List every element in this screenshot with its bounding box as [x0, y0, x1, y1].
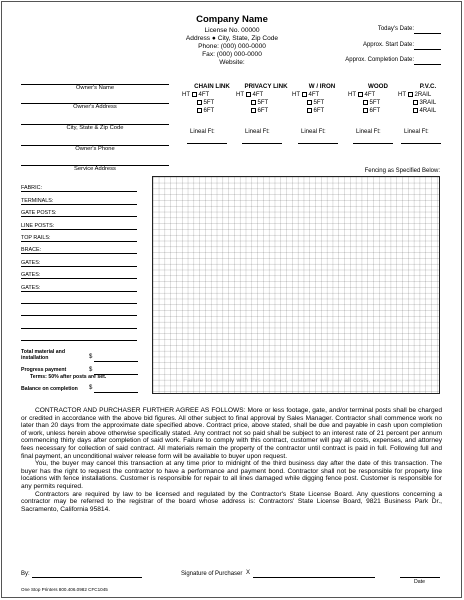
lineal-ft-field[interactable] [353, 143, 393, 144]
material-label: FABRIC: [21, 185, 42, 191]
fence-type-title: CHAIN LINK [194, 83, 230, 90]
by-signature-field[interactable] [32, 577, 142, 578]
material-field[interactable] [21, 253, 137, 254]
company-fax: Fax: (000) 000-0000 [202, 51, 262, 58]
start-date-label: Approx. Start Date: [362, 42, 414, 48]
company-phone: Phone: (000) 000-0000 [198, 43, 266, 50]
ht-label: HT [398, 92, 406, 98]
total-field[interactable] [94, 361, 138, 362]
purchaser-signature-label: Signature of Purchaser [181, 571, 243, 577]
checkbox[interactable] [251, 108, 256, 113]
checkbox[interactable] [302, 92, 307, 97]
service-address-label: Service Address [74, 166, 116, 172]
option-label: 4FT [308, 92, 320, 98]
city-state-zip-label: City, State & Zip Code [66, 125, 124, 131]
date-field[interactable] [400, 577, 440, 578]
fence-option[interactable] [182, 107, 242, 115]
option-label: 3RAIL [419, 100, 437, 106]
option-label: 4RAIL [419, 108, 437, 114]
todays-date-label: Today's Date: [377, 26, 414, 32]
fence-option[interactable] [236, 107, 296, 115]
material-label: GATES: [21, 272, 41, 278]
fence-option[interactable] [182, 91, 242, 99]
option-label: 2RAIL [414, 92, 432, 98]
completion-date-field[interactable] [414, 64, 441, 65]
lineal-ft-field[interactable] [298, 143, 338, 144]
total-label: Total material and installation [21, 349, 66, 361]
fence-type-w-iron [292, 83, 352, 115]
material-field[interactable] [21, 266, 137, 267]
dollar-sign: $ [89, 354, 93, 360]
lineal-ft-label: Lineal Ft: [190, 129, 215, 135]
by-label: By: [21, 571, 30, 577]
option-label: 4FT [252, 92, 264, 98]
progress-terms-note: Terms: 50% after posts are set. [30, 374, 107, 380]
option-label: 5FT [257, 100, 269, 106]
fence-type-chain-link [182, 83, 242, 115]
material-field[interactable] [21, 340, 137, 341]
completion-date-label: Approx. Completion Date: [345, 57, 414, 63]
material-field[interactable] [21, 328, 137, 329]
fence-type-title: WOOD [368, 83, 388, 90]
checkbox[interactable] [251, 100, 256, 105]
license-number: License No. 00000 [204, 27, 260, 34]
company-name: Company Name [196, 14, 268, 25]
checkbox[interactable] [413, 100, 418, 105]
ht-label: HT [236, 92, 244, 98]
contract-terms [21, 407, 442, 513]
option-label: 6FT [313, 108, 325, 114]
printer-credit: One Stop Printers 800.406.0982 CFC1045 [21, 587, 108, 592]
company-website: Website: [219, 59, 245, 66]
material-field[interactable] [21, 291, 137, 292]
lineal-ft-label: Lineal Ft: [404, 129, 429, 135]
material-field[interactable] [21, 216, 137, 217]
option-label: 6FT [203, 108, 215, 114]
checkbox[interactable] [197, 108, 202, 113]
material-label: GATES: [21, 285, 41, 291]
material-label: GATES: [21, 260, 41, 266]
option-label: 6FT [257, 108, 269, 114]
lineal-ft-label: Lineal Ft: [301, 129, 326, 135]
dollar-sign: $ [89, 385, 93, 391]
fence-drawing-grid[interactable] [152, 176, 440, 394]
material-field[interactable] [21, 303, 137, 304]
lineal-ft-label: Lineal Ft: [245, 129, 270, 135]
fence-option[interactable] [182, 99, 242, 107]
option-label: 6FT [369, 108, 381, 114]
lineal-ft-field[interactable] [401, 143, 441, 144]
checkbox[interactable] [413, 108, 418, 113]
material-field[interactable] [21, 191, 137, 192]
fence-option[interactable] [398, 107, 458, 115]
checkbox[interactable] [363, 100, 368, 105]
fence-option[interactable] [292, 91, 352, 99]
ht-label: HT [348, 92, 356, 98]
fence-type-title: W / IRON [308, 83, 336, 90]
checkbox[interactable] [307, 108, 312, 113]
material-label: GATE POSTS: [21, 210, 57, 216]
material-field[interactable] [21, 278, 137, 279]
fence-type-pvc [398, 83, 458, 115]
balance-field[interactable] [94, 392, 138, 393]
material-label: BRACE: [21, 247, 42, 253]
checkbox[interactable] [246, 92, 251, 97]
checkbox[interactable] [192, 92, 197, 97]
option-label: 4FT [364, 92, 376, 98]
option-label: 5FT [203, 100, 215, 106]
x-mark: X [246, 570, 251, 576]
fence-type-privacy-link [236, 83, 296, 115]
fence-option[interactable] [398, 99, 458, 107]
todays-date-field[interactable] [414, 33, 441, 34]
ht-label: HT [182, 92, 190, 98]
checkbox[interactable] [358, 92, 363, 97]
material-label: TERMINALS: [21, 198, 54, 204]
fencing-specified-label: Fencing as Specified Below: [364, 168, 440, 174]
material-field[interactable] [21, 241, 137, 242]
lineal-ft-field[interactable] [242, 143, 282, 144]
lineal-ft-label: Lineal Ft: [356, 129, 381, 135]
material-field[interactable] [21, 204, 137, 205]
terms-paragraph: CONTRACTOR AND PURCHASER FURTHER AGREE AS FOLLOWS: More or less footage, gate, and/or terminal posts shall be charged or credited in accordance with the above bid figures. All other subject to final approval by Sales Manager. Contractor shall commence work no later than 20 days from the approximate date specified above. Contract price, above stated, shall be due and payable in cash upon completion of work, unless herein above otherwise specifically stated. Any contract not so paid shall be subject to an interest rate of 21 percent per annum commencing thirty days after completion of said work. Failure to comply with this contract, customer will pay all costs, expenses, and attorney fees necessary for collection of said contract. All materials remain the property of the contractor until contract is paid in full. Following full and final payment, an unconditional waiver release form will be available to buyer upon request. [21, 407, 442, 460]
terms-paragraph: Contractors are required by law to be licensed and regulated by the Contractor's State License Board. Any questions concerning a contractor may be referred to the registrar of the board whose address is: Contractors' State License Board, 9821 Business Park Dr., Sacramento, California 95814. [21, 490, 442, 513]
start-date-field[interactable] [414, 49, 441, 50]
balance-label: Balance on completion [21, 386, 78, 392]
fence-option[interactable] [236, 91, 296, 99]
checkbox[interactable] [363, 108, 368, 113]
lineal-ft-field[interactable] [187, 143, 227, 144]
owner-phone-label: Owner's Phone [75, 146, 115, 152]
purchaser-signature-field[interactable] [253, 577, 375, 578]
fence-option[interactable] [236, 99, 296, 107]
option-label: 5FT [313, 100, 325, 106]
dollar-sign: $ [89, 367, 93, 373]
fence-type-title: P.V.C. [419, 83, 437, 90]
terms-paragraph: You, the buyer may cancel this transaction at any time prior to midnight of the third business day after the date of this transaction. The buyer has the right to request the contractor to have a performance and payment bond. Contractor shall not be responsible for property line locations with fence installations. Customer is responsible for repair to all lines damaged while digging fence post. Customer is responsible for any permits required. [21, 460, 442, 490]
material-field[interactable] [21, 315, 137, 316]
fence-option[interactable] [292, 107, 352, 115]
company-address: Address ● City, State, Zip Code [185, 35, 279, 42]
progress-payment-label: Progress payment [21, 367, 67, 373]
material-label: TOP RAILS: [21, 235, 51, 241]
checkbox[interactable] [197, 100, 202, 105]
date-label: Date [414, 579, 425, 585]
fence-type-title: PRIVACY LINK [244, 83, 288, 90]
checkbox[interactable] [408, 92, 413, 97]
fence-option[interactable] [398, 91, 458, 99]
owner-address-label: Owner's Address [73, 104, 117, 110]
fence-option[interactable] [292, 99, 352, 107]
option-label: 4FT [198, 92, 210, 98]
checkbox[interactable] [307, 100, 312, 105]
material-label: LINE POSTS: [21, 223, 55, 229]
material-field[interactable] [21, 229, 137, 230]
option-label: 5FT [369, 100, 381, 106]
owner-name-label: Owner's Name [75, 85, 115, 91]
ht-label: HT [292, 92, 300, 98]
